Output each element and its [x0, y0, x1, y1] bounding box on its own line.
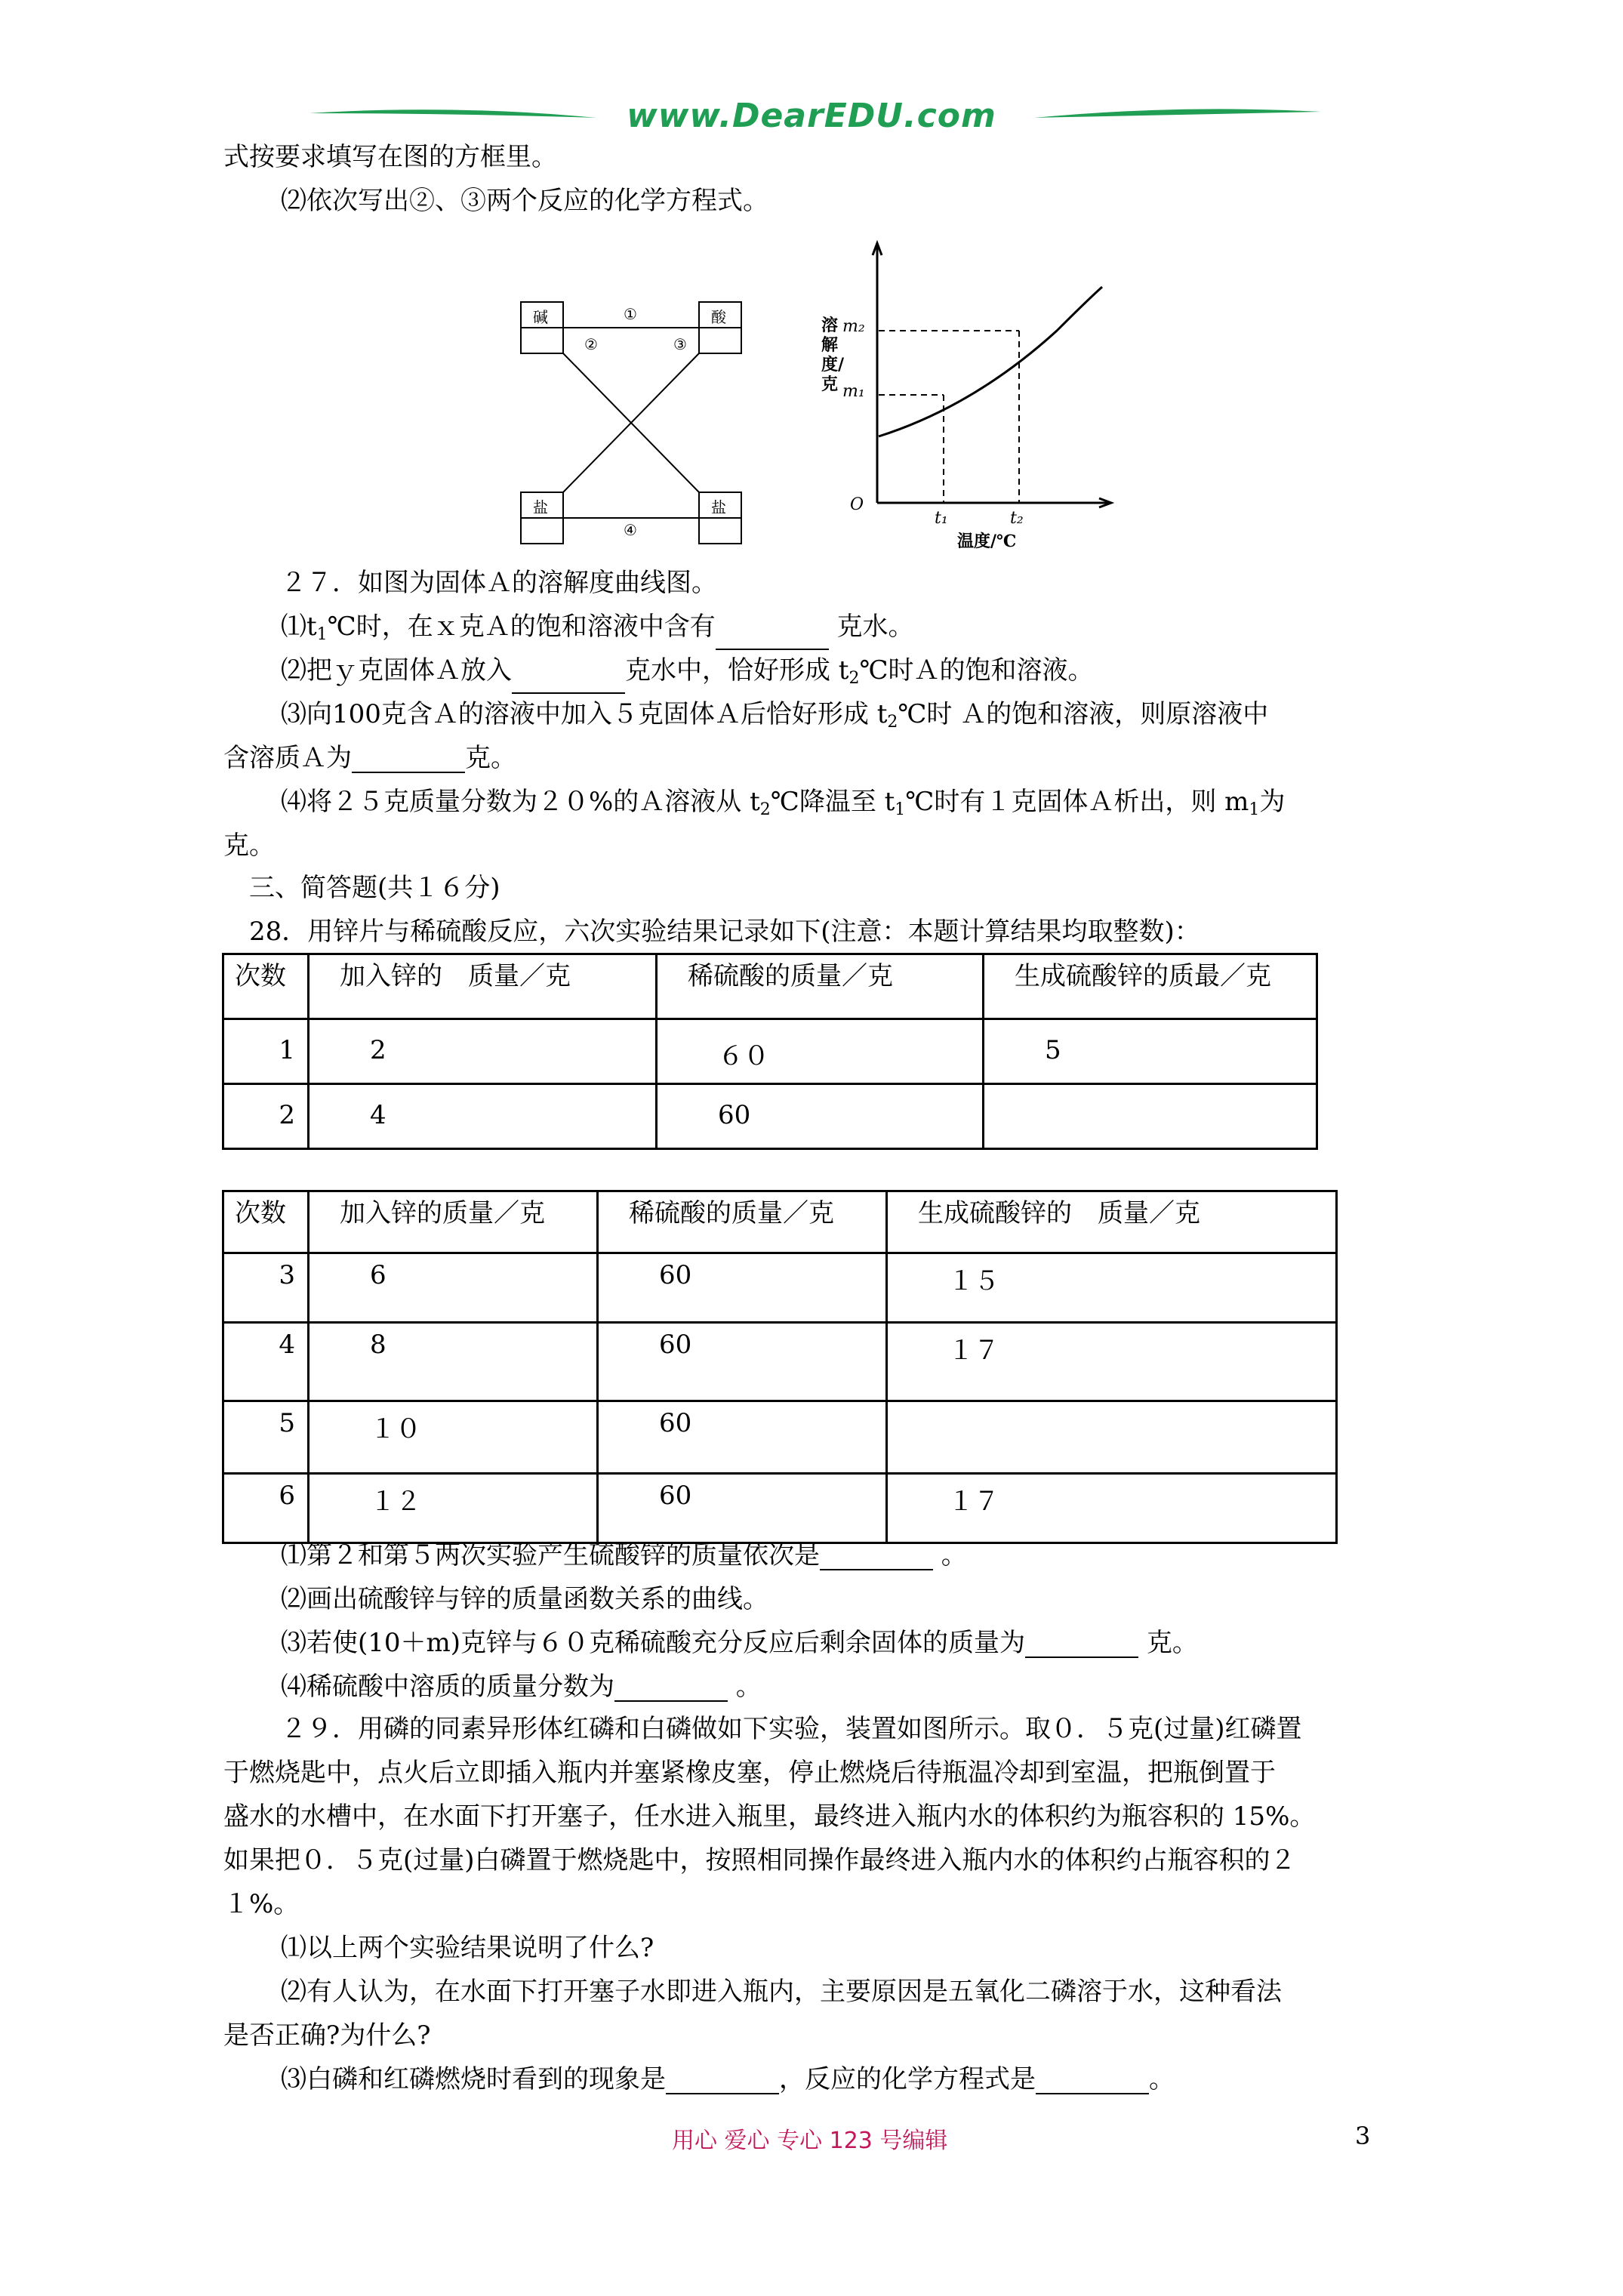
- q27-title: ２７．如图为固体Ａ的溶解度曲线图。: [281, 568, 717, 598]
- q27-p1c: 克水。: [828, 612, 914, 642]
- cell: 5: [223, 1401, 309, 1474]
- cell: [984, 1084, 1317, 1149]
- q29-s3c: 。: [1149, 2064, 1175, 2094]
- cell: １７: [887, 1474, 1337, 1543]
- cell: １０: [309, 1401, 598, 1474]
- cell: 2: [223, 1084, 309, 1149]
- q29-line-5: １%。: [223, 1889, 300, 1919]
- q27-p1a: ⑴t: [281, 612, 317, 642]
- q28-s3a: ⑶若使(10＋m)克锌与６０克稀硫酸充分反应后剩余固体的质量为: [281, 1628, 1026, 1658]
- cell: 60: [598, 1323, 887, 1401]
- cell: 60: [657, 1084, 984, 1149]
- q28-s4a: ⑷稀硫酸中溶质的质量分数为: [281, 1672, 614, 1702]
- cell: 60: [598, 1401, 887, 1474]
- col-header: 稀硫酸的质量／克: [598, 1191, 887, 1253]
- box-salt-right: 盐: [711, 498, 726, 516]
- q29-line-3: 盛水的水槽中，在水面下打开塞子，任水进入瓶里，最终进入瓶内水的体积约为瓶容积的 15%。: [223, 1801, 1316, 1832]
- y-axis-label: 溶解度/克: [821, 316, 845, 394]
- q27-p3a: ⑶向100克含Ａ的溶液中加入５克固体Ａ后恰好形成 t: [281, 699, 888, 729]
- cell: 60: [598, 1474, 887, 1543]
- zinc-table-2: [222, 1190, 1338, 1544]
- intro-line-1: 式按要求填写在图的方框里。: [223, 142, 557, 172]
- site-logo: www.DearEDU.com: [627, 97, 996, 135]
- cell: 6: [223, 1474, 309, 1543]
- q27-p2b: 克水中，恰好形成 t: [625, 655, 849, 686]
- cell: ６０: [657, 1019, 984, 1084]
- q28-title: 28．用锌片与稀硫酸反应，六次实验结果记录如下(注意：本题计算结果均取整数)：: [249, 917, 1200, 947]
- cell: １２: [309, 1474, 598, 1543]
- cell: 3: [223, 1253, 309, 1323]
- cell: １７: [887, 1323, 1337, 1401]
- q27-p3d: 克。: [465, 743, 516, 773]
- answer-blank[interactable]: [666, 2070, 779, 2094]
- table-row: [223, 1019, 1317, 1084]
- cell: 2: [309, 1019, 657, 1084]
- q27-p4b: ℃降温至 t: [770, 787, 895, 817]
- q27-part4: ⑷将２５克质量分数为２０%的Ａ溶液从 $t_2℃$降温至 $t_1℃$时有１克固体Ａ析出，则 $m_1$为: [281, 787, 1286, 819]
- q29-sub2: ⑵有人认为，在水面下打开塞子水即进入瓶内，主要原因是五氧化二磷溶于水，这种看法: [281, 1977, 1282, 2007]
- q28-sub4: [281, 1672, 762, 1702]
- solubility-chart: [800, 233, 1117, 550]
- q27-p4a: ⑷将２５克质量分数为２０%的Ａ溶液从 t: [281, 787, 760, 817]
- tick-m1: m₁: [842, 382, 865, 401]
- q29-sub2-cont: 是否正确?为什么?: [223, 2020, 431, 2051]
- intro-line-2: ⑵依次写出②、③两个反应的化学方程式。: [281, 186, 768, 216]
- answer-blank[interactable]: [1025, 1634, 1138, 1658]
- cell: 5: [984, 1019, 1317, 1084]
- q27-p2c: ℃时Ａ的饱和溶液。: [859, 655, 1094, 686]
- cell: １５: [887, 1253, 1337, 1323]
- box-base: 碱: [533, 308, 548, 326]
- cell: 6: [309, 1253, 598, 1323]
- q29-line-4: 如果把０．５克(过量)白磷置于燃烧匙中，按照相同操作最终进入瓶内水的体积约占瓶容积的２: [223, 1845, 1296, 1875]
- table-row: [223, 1401, 1337, 1474]
- answer-blank[interactable]: [820, 1546, 933, 1570]
- label-3: ③: [673, 335, 687, 353]
- table-row: [223, 1084, 1317, 1149]
- footer-text: 用心 爱心 专心 123 号编辑: [672, 2128, 948, 2154]
- x-axis-label: 温度/℃: [957, 532, 1017, 551]
- cell: 1: [223, 1019, 309, 1084]
- tick-t1: t₁: [935, 509, 948, 528]
- col-header: 稀硫酸的质量／克: [657, 954, 984, 1019]
- q27-p2a: ⑵把ｙ克固体Ａ放入: [281, 655, 512, 686]
- q27-part2: ⑵把ｙ克固体Ａ放入 克水中，恰好形成 $t_2℃$时Ａ的饱和溶液。: [281, 655, 1094, 694]
- table-row: [223, 1253, 1337, 1323]
- q27-part3: ⑶向100克含Ａ的溶液中加入５克固体Ａ后恰好形成 $t_2℃$时 Ａ的饱和溶液，则原溶液中: [281, 699, 1269, 732]
- answer-blank[interactable]: [614, 1678, 728, 1702]
- col-header: 生成硫酸锌的质最／克: [984, 954, 1317, 1019]
- q28-s1b: 。: [933, 1540, 967, 1570]
- col-header: 加入锌的 质量／克: [309, 954, 657, 1019]
- q27-part1: $⑴t_1℃$时，在ｘ克Ａ的饱和溶液中含有 克水。: [281, 612, 914, 650]
- q29-sub1: ⑴以上两个实验结果说明了什么?: [281, 1933, 654, 1963]
- cell: 60: [598, 1253, 887, 1323]
- origin-label: O: [850, 495, 864, 514]
- reaction-diagram: [519, 300, 753, 550]
- q27-part4-cont: 克。: [223, 831, 275, 861]
- q29-s3b: ，反应的化学方程式是: [779, 2064, 1036, 2094]
- q29-sub3: [281, 2064, 1175, 2094]
- answer-blank[interactable]: [512, 670, 625, 694]
- cell: [887, 1401, 1337, 1474]
- answer-blank[interactable]: [1036, 2070, 1149, 2094]
- q28-sub2: ⑵画出硫酸锌与锌的质量函数关系的曲线。: [281, 1584, 768, 1614]
- table-row: [223, 1323, 1337, 1401]
- box-acid: 酸: [711, 308, 726, 326]
- q29-s3a: ⑶白磷和红磷燃烧时看到的现象是: [281, 2064, 666, 2094]
- q27-p4c: ℃时有１克固体Ａ析出，则 m: [905, 787, 1249, 817]
- col-header: 次数: [223, 954, 309, 1019]
- answer-blank[interactable]: [716, 626, 829, 650]
- q27-p4d: 为: [1259, 787, 1286, 817]
- q29-line-2: 于燃烧匙中，点火后立即插入瓶内并塞紧橡皮塞，停止燃烧后待瓶温冷却到室温，把瓶倒置于: [223, 1758, 1276, 1788]
- col-header: 加入锌的质量／克: [309, 1191, 598, 1253]
- cell: 8: [309, 1323, 598, 1401]
- cell: 4: [223, 1323, 309, 1401]
- q28-sub3: [281, 1628, 1198, 1658]
- page-number: 3: [1355, 2122, 1371, 2150]
- q29-line-1: ２９．用磷的同素异形体红磷和白磷做如下实验，装置如图所示。取０．５克(过量)红磷置: [281, 1714, 1302, 1744]
- q28-s1a: ⑴第２和第５两次实验产生硫酸锌的质量依次是: [281, 1540, 820, 1570]
- q27-part3-cont: [223, 743, 516, 773]
- box-salt-left: 盐: [533, 498, 548, 516]
- label-2: ②: [584, 335, 598, 353]
- section-3-title: 三、简答题(共１６分): [249, 873, 500, 903]
- col-header: 生成硫酸锌的 质量／克: [887, 1191, 1337, 1253]
- header-swoosh-right: [1034, 107, 1321, 127]
- tick-t2: t₂: [1010, 509, 1024, 528]
- table-row: [223, 1474, 1337, 1543]
- answer-blank[interactable]: [352, 749, 465, 773]
- q28-s3b: 克。: [1138, 1628, 1198, 1658]
- q28-s4b: 。: [728, 1672, 762, 1702]
- q27-p1b: ℃时，在ｘ克Ａ的饱和溶液中含有: [327, 612, 716, 642]
- col-header: 次数: [223, 1191, 309, 1253]
- zinc-table-1: [222, 953, 1318, 1150]
- tick-m2: m₂: [842, 317, 865, 336]
- label-4: ④: [624, 521, 637, 539]
- q27-p3c: 含溶质Ａ为: [223, 743, 352, 773]
- q27-p3b: ℃时 Ａ的饱和溶液，则原溶液中: [898, 699, 1269, 729]
- label-1: ①: [624, 305, 637, 323]
- q28-sub1: [281, 1540, 967, 1570]
- cell: 4: [309, 1084, 657, 1149]
